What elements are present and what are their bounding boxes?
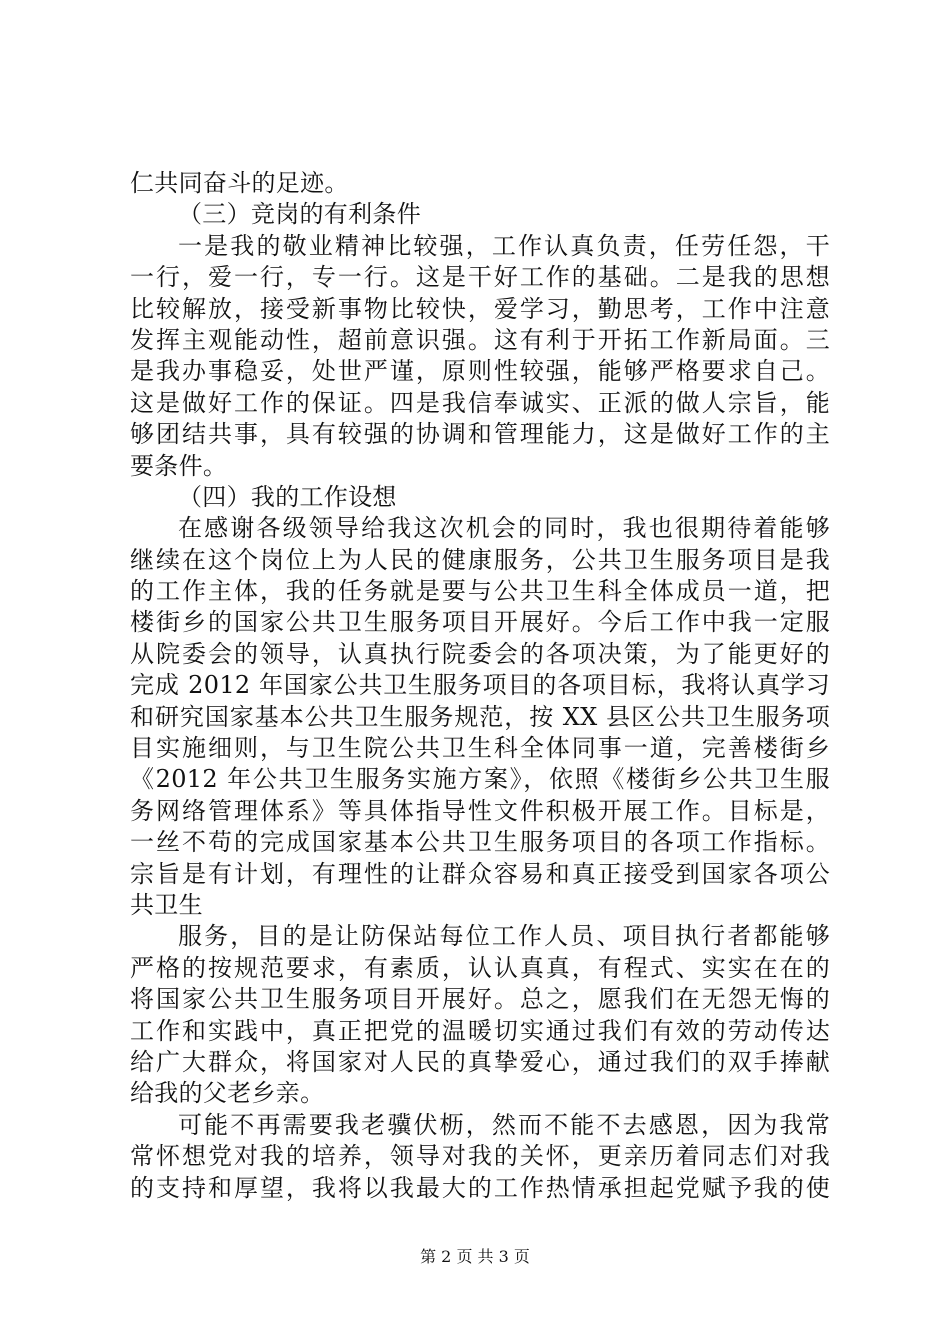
- text-line: （三）竞岗的有利条件: [178, 200, 421, 229]
- text-line: 是我办事稳妥，处世严谨，原则性较强，能够严格要求自己。: [130, 357, 830, 386]
- text-line: 一丝不苟的完成国家基本公共卫生服务项目的各项工作指标。: [130, 828, 830, 857]
- text-line: 要条件。: [130, 451, 228, 480]
- text-line: 继续在这个岗位上为人民的健康服务，公共卫生服务项目是我: [130, 545, 830, 574]
- text-line: 一是我的敬业精神比较强，工作认真负责，任劳任怨，干: [178, 231, 830, 260]
- text-line: 从院委会的领导，认真执行院委会的各项决策，为了能更好的: [130, 639, 830, 668]
- text-line: 仁共同奋斗的足迹。: [130, 169, 349, 197]
- text-line: 够团结共事，具有较强的协调和管理能力，这是做好工作的主: [130, 420, 830, 449]
- text-line: 目实施细则，与卫生院公共卫生科全体同事一道，完善楼街乡: [130, 734, 830, 763]
- text-line: 给我的父老乡亲。: [130, 1079, 325, 1108]
- text-line: 一行，爱一行，专一行。这是干好工作的基础。二是我的思想: [130, 263, 830, 292]
- text-line: 完成 2012 年国家公共卫生服务项目的各项目标，我将认真学习: [130, 671, 830, 700]
- text-line: 和研究国家基本公共卫生服务规范，按 XX 县区公共卫生服务项: [130, 702, 830, 731]
- text-line: 共卫生: [130, 890, 203, 919]
- text-line: 严格的按规范要求，有素质，认认真真，有程式、实实在在的: [130, 953, 830, 982]
- text-line: 将国家公共卫生服务项目开展好。总之，愿我们在无怨无悔的: [130, 985, 830, 1014]
- text-line: 的工作主体，我的任务就是要与公共卫生科全体成员一道，把: [130, 577, 830, 606]
- text-line: 《2012 年公共卫生服务实施方案》，依照《楼街乡公共卫生服: [130, 765, 830, 794]
- text-line: 的支持和厚望，我将以我最大的工作热情承担起党赋予我的使: [130, 1173, 830, 1202]
- text-line: 这是做好工作的保证。四是我信奉诚实、正派的做人宗旨，能: [130, 388, 830, 417]
- text-line: 务网络管理体系》等具体指导性文件积极开展工作。目标是，: [130, 796, 830, 825]
- text-line: 楼街乡的国家公共卫生服务项目开展好。今后工作中我一定服: [130, 608, 830, 637]
- text-line: 可能不再需要我老骥伏枥，然而不能不去感恩，因为我常: [178, 1110, 830, 1139]
- text-line: 服务，目的是让防保站每位工作人员、项目执行者都能够: [178, 922, 830, 951]
- text-line: 比较解放，接受新事物比较快，爱学习，勤思考，工作中注意: [130, 294, 830, 323]
- text-line: 宗旨是有计划，有理性的让群众容易和真正接受到国家各项公: [130, 859, 830, 888]
- text-line: 工作和实践中，真正把党的温暖切实通过我们有效的劳动传达: [130, 1016, 830, 1045]
- text-line: 常怀想党对我的培养，领导对我的关怀，更亲历着同志们对我: [130, 1142, 830, 1171]
- text-line: 给广大群众，将国家对人民的真挚爱心，通过我们的双手捧献: [130, 1047, 830, 1076]
- text-line: 在感谢各级领导给我这次机会的同时，我也很期待着能够: [178, 514, 830, 543]
- text-line: （四）我的工作设想: [178, 482, 397, 511]
- text-line: 发挥主观能动性，超前意识强。这有利于开拓工作新局面。三: [130, 325, 830, 354]
- document-body: [130, 168, 830, 1204]
- page-footer: 第 2 页 共 3 页: [420, 1247, 530, 1266]
